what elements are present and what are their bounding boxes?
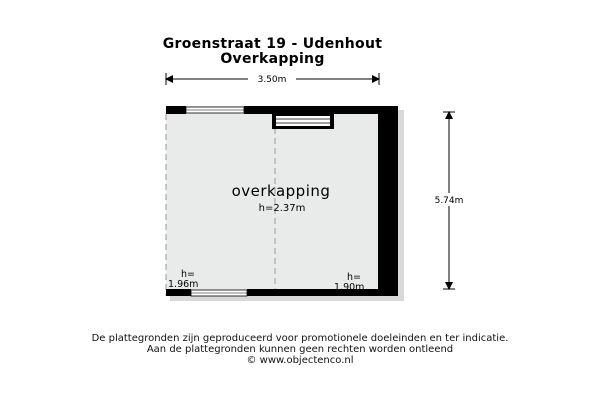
window-top	[186, 107, 244, 113]
low-height-left-value: 1.96m	[168, 279, 199, 290]
width-label: 3.50m	[257, 75, 287, 85]
width-dimension	[166, 71, 379, 85]
depth-label: 5.74m	[434, 196, 464, 206]
disclaimer-line-2: Aan de plattegronden kunnen geen rechten worden ontleend	[146, 344, 454, 355]
room-height: h=2.37m	[258, 203, 306, 214]
copyright-link[interactable]: © www.objectenco.nl	[246, 355, 354, 366]
low-height-right-value: 1.90m	[334, 282, 365, 293]
plan-title-floor: Overkapping	[220, 51, 325, 67]
disclaimer-line-1: De plattegronden zijn geproduceerd voor promotionele doeleinden en ter indicatie.	[91, 333, 509, 344]
depth-dimension	[428, 112, 470, 289]
low-height-right-label: h=	[347, 272, 361, 283]
skylight-fixture	[272, 113, 334, 129]
room-name: overkapping	[231, 182, 331, 200]
low-height-left-label: h=	[181, 269, 195, 280]
plan-title-address: Groenstraat 19 - Udenhout	[162, 36, 383, 52]
window-bottom	[191, 290, 247, 296]
